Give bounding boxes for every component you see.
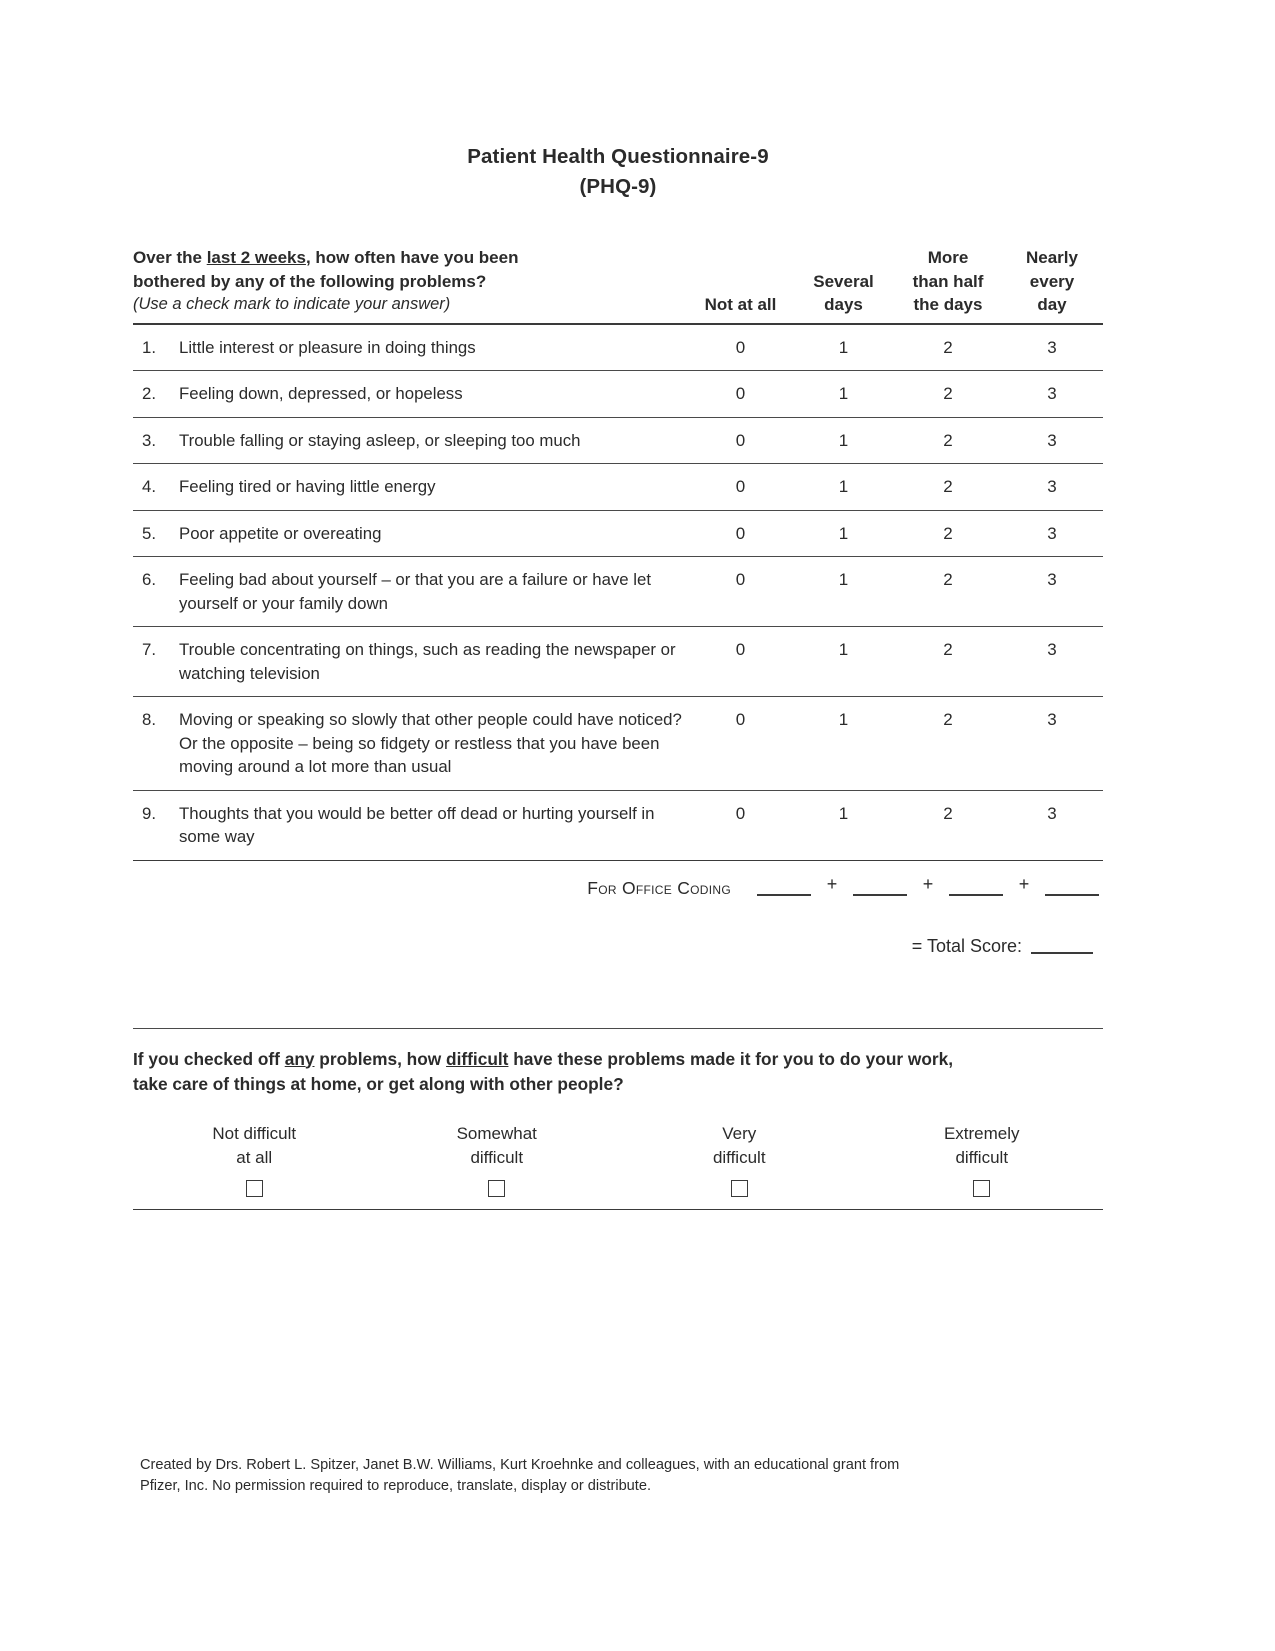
option-nearly-every-day[interactable]: 3: [1001, 371, 1103, 418]
question-text: Thoughts that you would be better off dead or hurting yourself in some way: [179, 803, 655, 846]
option-several-days[interactable]: 1: [792, 371, 895, 418]
total-score-row: [133, 936, 1103, 957]
table-row: [133, 417, 1103, 464]
option-nearly-every-day[interactable]: 3: [1001, 790, 1103, 860]
plus-sign-2: +: [922, 873, 934, 894]
option-nearly-every-day[interactable]: 3: [1001, 627, 1103, 697]
option-not-at-all[interactable]: 0: [689, 510, 792, 557]
diff-opt4-line2: difficult: [955, 1147, 1009, 1167]
question-number: 7.: [142, 640, 156, 659]
footer-credit: [140, 1455, 1070, 1497]
difficulty-option-extremely-difficult: [861, 1122, 1104, 1170]
table-row: [133, 510, 1103, 557]
question-number: 2.: [142, 384, 156, 403]
option-nearly-every-day[interactable]: 3: [1001, 510, 1103, 557]
option-more-than-half[interactable]: 2: [895, 371, 1001, 418]
title-line-1: Patient Health Questionnaire-9: [467, 145, 769, 168]
table-row: [133, 557, 1103, 627]
section-divider: [133, 1028, 1103, 1029]
header-stem-underlined: last 2 weeks: [206, 248, 306, 267]
footer-line-1: Created by Drs. Robert L. Spitzer, Janet B.W. Williams, Kurt Kroehnke and colleagues, with an educational grant from: [140, 1457, 900, 1473]
difficulty-q-underline-any: any: [284, 1048, 315, 1069]
option-several-days[interactable]: 1: [792, 510, 895, 557]
col2-line2: Several: [813, 271, 874, 291]
option-more-than-half[interactable]: 2: [895, 324, 1001, 371]
office-coding-section: [133, 874, 1103, 992]
plus-sign-1: +: [826, 873, 838, 894]
col4-line1: Nearly: [1026, 248, 1078, 267]
header-stem-suffix: , how often have you been: [305, 248, 519, 267]
checkbox-somewhat-difficult[interactable]: [488, 1180, 505, 1197]
question-stem: [133, 324, 689, 371]
difficulty-q-suffix: have these problems made it for you to do your work,: [508, 1048, 954, 1069]
checkbox-cell-somewhat-difficult: [376, 1180, 619, 1197]
questionnaire-table: [133, 246, 1103, 861]
difficulty-q-underline-difficult: difficult: [446, 1048, 509, 1069]
difficulty-question-line-2: take care of things at home, or get along with other people?: [133, 1074, 624, 1094]
title-line-2: (PHQ-9): [579, 175, 657, 198]
total-score-label: = Total Score:: [911, 935, 1022, 956]
table-row: [133, 464, 1103, 511]
question-number: 1.: [142, 337, 156, 357]
option-more-than-half[interactable]: 2: [895, 557, 1001, 627]
option-more-than-half[interactable]: 2: [895, 627, 1001, 697]
table-row: [133, 697, 1103, 791]
option-not-at-all[interactable]: 0: [689, 464, 792, 511]
option-more-than-half[interactable]: 2: [895, 510, 1001, 557]
question-stem: [133, 464, 689, 511]
diff-opt3-line1: Very: [722, 1123, 757, 1143]
option-not-at-all[interactable]: 0: [689, 697, 792, 791]
diff-opt4-line1: Extremely: [943, 1123, 1020, 1143]
col2-line3: days: [824, 295, 863, 314]
question-text: Moving or speaking so slowly that other people could have noticed? Or the opposite – being so fidgety or restless that you have been moving around a lot more than usual: [179, 710, 682, 776]
question-number: 5.: [142, 523, 156, 543]
col4-line3: day: [1037, 295, 1067, 314]
option-not-at-all[interactable]: 0: [689, 627, 792, 697]
col3-line1: More: [927, 248, 969, 267]
form-sheet: [133, 0, 1103, 1210]
question-stem: [133, 371, 689, 418]
question-stem: [133, 557, 689, 627]
total-score-blank[interactable]: [1031, 938, 1093, 954]
question-stem: [133, 510, 689, 557]
option-not-at-all[interactable]: 0: [689, 324, 792, 371]
option-several-days[interactable]: 1: [792, 557, 895, 627]
question-text: Trouble falling or staying asleep, or sleeping too much: [179, 430, 581, 450]
checkbox-very-difficult[interactable]: [731, 1180, 748, 1197]
option-more-than-half[interactable]: 2: [895, 417, 1001, 464]
diff-opt2-line1: Somewhat: [456, 1123, 537, 1143]
coding-blank-4[interactable]: [1045, 880, 1099, 896]
option-several-days[interactable]: 1: [792, 697, 895, 791]
option-nearly-every-day[interactable]: 3: [1001, 557, 1103, 627]
option-not-at-all[interactable]: 0: [689, 557, 792, 627]
question-text: Poor appetite or overeating: [179, 523, 382, 543]
office-coding-row: [133, 874, 1103, 903]
header-stem-line-2: bothered by any of the following problems?: [133, 271, 487, 291]
col1-line3: Not at all: [704, 295, 777, 314]
column-header-not-at-all: [689, 246, 792, 324]
difficulty-checkbox-row: [133, 1180, 1103, 1210]
option-more-than-half[interactable]: 2: [895, 790, 1001, 860]
difficulty-q-prefix: If you checked off: [133, 1048, 285, 1069]
footer-line-2: Pfizer, Inc. No permission required to reproduce, translate, display or distribute.: [140, 1478, 652, 1494]
option-several-days[interactable]: 1: [792, 464, 895, 511]
option-several-days[interactable]: 1: [792, 790, 895, 860]
question-number: 8.: [142, 710, 156, 729]
coding-blank-1[interactable]: [757, 880, 811, 896]
coding-blank-2[interactable]: [853, 880, 907, 896]
question-stem: [133, 627, 689, 697]
option-nearly-every-day[interactable]: 3: [1001, 324, 1103, 371]
plus-sign-3: +: [1018, 873, 1030, 894]
option-nearly-every-day[interactable]: 3: [1001, 417, 1103, 464]
option-several-days[interactable]: 1: [792, 417, 895, 464]
table-row: [133, 371, 1103, 418]
column-header-several-days: [792, 246, 895, 324]
question-text: Feeling bad about yourself – or that you are a failure or have let yourself or your family down: [179, 570, 652, 613]
question-number: 9.: [142, 803, 156, 823]
question-number: 3.: [142, 430, 156, 450]
table-row: [133, 627, 1103, 697]
question-text: Feeling tired or having little energy: [179, 477, 436, 496]
checkbox-extremely-difficult[interactable]: [973, 1180, 990, 1197]
option-several-days[interactable]: 1: [792, 324, 895, 371]
question-stem: [133, 697, 689, 791]
difficulty-option-very-difficult: [618, 1122, 861, 1170]
option-nearly-every-day[interactable]: 3: [1001, 697, 1103, 791]
col4-line2: every: [1029, 271, 1075, 291]
checkbox-cell-not-difficult-at-all: [133, 1180, 376, 1197]
table-row: [133, 324, 1103, 371]
column-header-nearly-every-day: [1001, 246, 1103, 324]
table-row: [133, 790, 1103, 860]
question-text: Trouble concentrating on things, such as reading the newspaper or watching television: [179, 640, 676, 683]
question-text: Feeling down, depressed, or hopeless: [179, 384, 463, 403]
option-more-than-half[interactable]: 2: [895, 697, 1001, 791]
header-stem-prefix: Over the: [133, 248, 207, 267]
diff-opt1-line2: at all: [236, 1147, 273, 1167]
office-coding-label: For Office Coding: [587, 877, 731, 898]
col3-line2: than half: [912, 271, 984, 291]
question-stem: [133, 790, 689, 860]
col3-line3: the days: [913, 295, 983, 314]
column-header-more-than-half-the-days: [895, 246, 1001, 324]
diff-opt3-line2: difficult: [712, 1147, 766, 1167]
difficulty-options: [133, 1122, 1103, 1170]
question-number: 6.: [142, 570, 156, 589]
header-stem-instruction: (Use a check mark to indicate your answer): [133, 295, 451, 313]
checkbox-not-difficult-at-all[interactable]: [246, 1180, 263, 1197]
checkbox-cell-extremely-difficult: [861, 1180, 1104, 1197]
header-stem-line-1: [133, 246, 689, 270]
question-stem: [133, 417, 689, 464]
diff-opt1-line1: Not difficult: [212, 1123, 297, 1143]
difficulty-question: [133, 1047, 1093, 1098]
question-number: 4.: [142, 477, 156, 496]
option-not-at-all[interactable]: 0: [689, 417, 792, 464]
difficulty-q-mid: problems, how: [314, 1048, 447, 1069]
question-text: Little interest or pleasure in doing things: [179, 337, 476, 357]
coding-blank-3[interactable]: [949, 880, 1003, 896]
option-not-at-all[interactable]: 0: [689, 371, 792, 418]
option-nearly-every-day[interactable]: 3: [1001, 464, 1103, 511]
table-header-row: [133, 246, 1103, 324]
option-several-days[interactable]: 1: [792, 627, 895, 697]
option-more-than-half[interactable]: 2: [895, 464, 1001, 511]
diff-opt2-line2: difficult: [470, 1147, 524, 1167]
difficulty-option-somewhat-difficult: [376, 1122, 619, 1170]
difficulty-option-not-difficult-at-all: [133, 1122, 376, 1170]
header-stem: [133, 246, 689, 324]
option-not-at-all[interactable]: 0: [689, 790, 792, 860]
page-title: [133, 0, 1103, 202]
checkbox-cell-very-difficult: [618, 1180, 861, 1197]
